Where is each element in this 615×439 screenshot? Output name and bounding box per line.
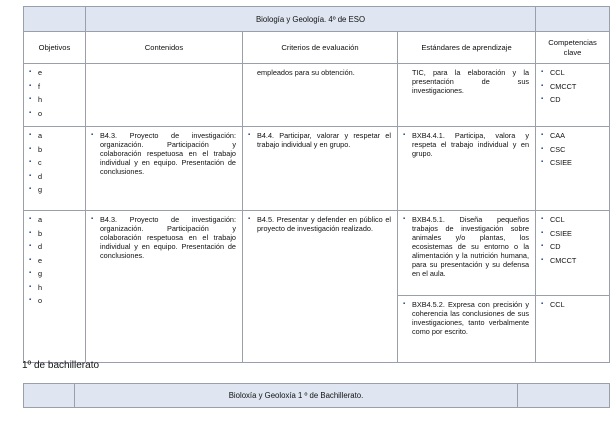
table-title: Bioloxía y Geoloxía 1 º de Bachillerato.	[75, 384, 518, 408]
objetivo-item: ▪ d	[29, 172, 79, 181]
table-row	[24, 127, 610, 211]
objetivo-item: ▪ h	[29, 95, 79, 104]
objetivo-item: ▪ c	[29, 158, 79, 167]
objetivos-cell	[24, 211, 86, 363]
objetivo-item: ▪ b	[29, 145, 79, 154]
header-contenidos: Contenidos	[86, 32, 243, 64]
competencia-item: ▪ CAA	[541, 131, 603, 140]
header-competencias: Competencias clave	[536, 32, 610, 64]
competencia-item: ▪ CCL	[541, 300, 603, 309]
estandares-cell	[398, 64, 536, 127]
competencias-cell	[536, 211, 610, 296]
estandar-text: TIC, para la elaboración y la presentación de sus investigaciones.	[412, 68, 530, 95]
estandar-text: ▪ BXB4.5.1. Diseña pequeños trabajos de investigación sobre animales y/o plantas, los ecosistemas de su entorno o la alimentación y la nutrición humana, para su presentación y su defensa en el aula.	[403, 215, 529, 278]
estandares-cell	[398, 296, 536, 363]
contenidos-cell	[86, 64, 243, 127]
table-row	[24, 64, 610, 127]
objetivo-item: ▪ a	[29, 215, 79, 224]
competencia-item: ▪ CSIEE	[541, 158, 603, 167]
competencia-item: ▪ CCL	[541, 215, 603, 224]
blank-cell	[24, 384, 75, 408]
competencias-cell	[536, 296, 610, 363]
objetivo-item: ▪ d	[29, 242, 79, 251]
objetivo-item: ▪ e	[29, 68, 79, 77]
objetivo-item: ▪ o	[29, 296, 79, 305]
header-estandares: Estándares de aprendizaje	[398, 32, 536, 64]
objetivo-item: ▪ h	[29, 283, 79, 292]
blank-cell	[536, 7, 610, 32]
table-title-row	[24, 384, 610, 408]
competencia-item: ▪ CSIEE	[541, 229, 603, 238]
contenido-text: ▪ B4.3. Proyecto de investigación: organización. Participación y colaboración respetuosa en el trabajo individual y en equipo. Presentación de conclusiones.	[91, 215, 236, 260]
competencia-item: ▪ CSC	[541, 145, 603, 154]
competencia-item: ▪ CMCCT	[541, 256, 603, 265]
table-row	[24, 211, 610, 296]
blank-cell	[518, 384, 610, 408]
header-criterios: Criterios de evaluación	[243, 32, 398, 64]
estandares-cell	[398, 127, 536, 211]
header-row	[24, 32, 610, 64]
competencia-item: ▪ CMCCT	[541, 82, 603, 91]
curriculum-table-4eso	[23, 6, 610, 363]
objetivo-item: ▪ o	[29, 109, 79, 118]
contenidos-cell	[86, 127, 243, 211]
objetivo-item: ▪ b	[29, 229, 79, 238]
table-title-row	[24, 7, 610, 32]
competencias-cell	[536, 127, 610, 211]
objetivos-cell	[24, 64, 86, 127]
objetivo-item: ▪ a	[29, 131, 79, 140]
objetivo-item: ▪ e	[29, 256, 79, 265]
criterio-text: ▪ B4.4. Participar, valorar y respetar el trabajo individual y en grupo.	[248, 131, 391, 149]
estandar-text: ▪ BXB4.4.1. Participa, valora y respeta el trabajo individual y en grupo.	[403, 131, 529, 158]
contenidos-cell	[86, 211, 243, 363]
competencia-item: ▪ CCL	[541, 68, 603, 77]
objetivos-cell	[24, 127, 86, 211]
header-objetivos: Objetivos	[24, 32, 86, 64]
objetivo-item: ▪ g	[29, 185, 79, 194]
competencias-cell	[536, 64, 610, 127]
objetivo-item: ▪ f	[29, 82, 79, 91]
competencia-item: ▪ CD	[541, 242, 603, 251]
criterio-text: ▪ B4.5. Presentar y defender en público el proyecto de investigación realizado.	[248, 215, 391, 233]
blank-cell	[24, 7, 86, 32]
criterios-cell	[243, 64, 398, 127]
competencia-item: ▪ CD	[541, 95, 603, 104]
table-title: Biología y Geología. 4º de ESO	[86, 7, 536, 32]
criterio-text: empleados para su obtención.	[257, 68, 355, 77]
section-heading: 1º de bachillerato	[22, 360, 100, 371]
curriculum-table-bachillerato	[23, 383, 610, 408]
estandares-cell	[398, 211, 536, 296]
criterios-cell	[243, 127, 398, 211]
objetivo-item: ▪ g	[29, 269, 79, 278]
contenido-text: ▪ B4.3. Proyecto de investigación: organización. Participación y colaboración respetuosa en el trabajo individual y en equipo. Presentación de conclusiones.	[91, 131, 236, 176]
criterios-cell	[243, 211, 398, 363]
estandar-text: ▪ BXB4.5.2. Expresa con precisión y coherencia las conclusiones de sus investigaciones, tanto verbalmente como por escrito.	[403, 300, 529, 336]
